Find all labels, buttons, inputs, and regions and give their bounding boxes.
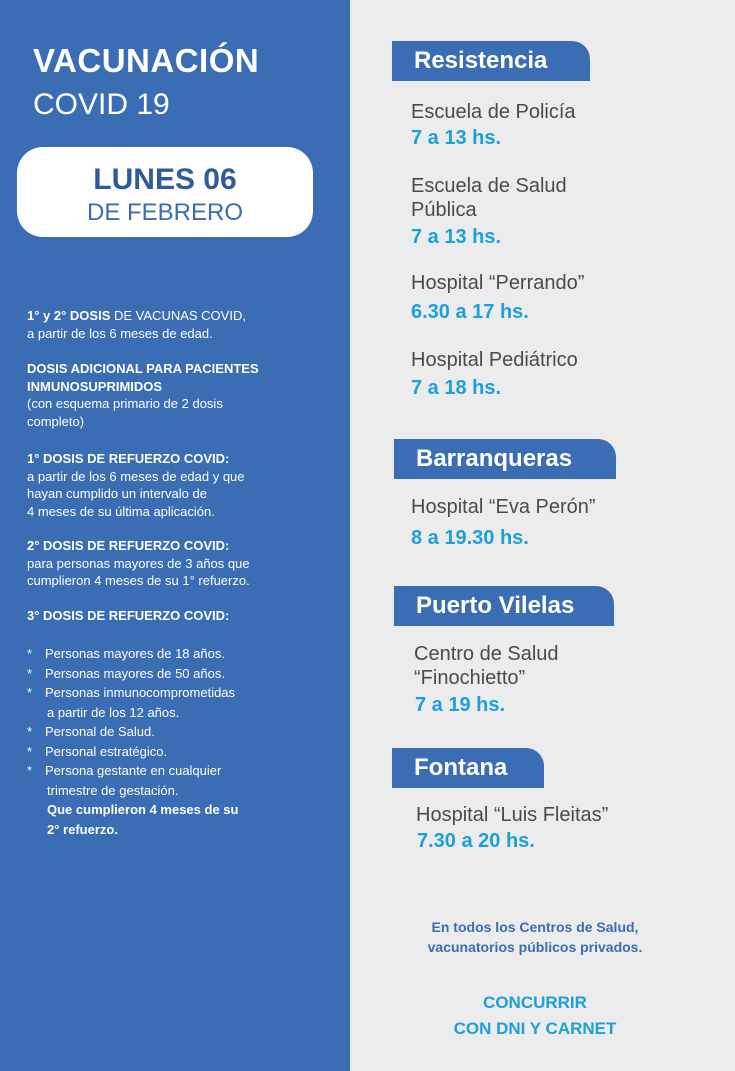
- info-line: cumplieron 4 meses de su 1° refuerzo.: [27, 573, 250, 588]
- place-line: “Finochietto”: [414, 667, 526, 689]
- info-block-refuerzo-3: [27, 607, 327, 625]
- page-subtitle: COVID 19: [33, 88, 170, 121]
- list-item: [27, 742, 327, 762]
- info-line: completo): [27, 413, 85, 429]
- list-item-continuation: [27, 703, 327, 723]
- hours-hospital-perrando: 6.30 a 17 hs.: [411, 301, 529, 323]
- info-bold: INMUNOSUPRIMIDOS: [27, 378, 163, 394]
- place-escuela-policia: Escuela de Policía: [411, 101, 576, 123]
- place-hospital-pediatrico: Hospital Pediátrico: [411, 349, 578, 371]
- location-tag-puerto-vilelas: Puerto Vilelas: [394, 586, 614, 626]
- list-footer: [27, 800, 327, 820]
- place-centro-finochietto: [414, 642, 559, 690]
- hours-escuela-salud: 7 a 13 hs.: [411, 226, 502, 248]
- hours-hospital-pediatrico: 7 a 18 hs.: [411, 377, 502, 399]
- info-title: [27, 537, 327, 555]
- list-item-continuation: [27, 781, 327, 801]
- hours-hospital-eva-peron: 8 a 19.30 hs.: [411, 527, 529, 549]
- date-month: DE FEBRERO: [86, 199, 244, 226]
- info-bold: 2° DOSIS DE REFUERZO COVID:: [27, 538, 230, 553]
- info-title: [27, 607, 327, 625]
- list-item-text: trimestre de gestación.: [47, 782, 179, 798]
- info-line: para personas mayores de 3 años que: [27, 555, 250, 571]
- list-item-text: Personas inmunocomprometidas: [45, 685, 236, 700]
- footer-cta-line: CONCURRIR: [483, 993, 587, 1012]
- info-bold: DOSIS ADICIONAL PARA PACIENTES: [27, 361, 259, 376]
- info-line: [27, 307, 327, 325]
- hours-centro-finochietto: 7 a 19 hs.: [415, 694, 506, 716]
- place-hospital-luis-fleitas: Hospital “Luis Fleitas”: [416, 804, 609, 826]
- info-title: [27, 450, 327, 468]
- location-tag-barranqueras: Barranqueras: [394, 439, 616, 479]
- hours-escuela-policia: 7 a 13 hs.: [411, 127, 502, 149]
- info-block-dosis-adicional: [27, 360, 327, 430]
- footer-note: [385, 917, 685, 957]
- bullet-icon: *: [27, 743, 33, 759]
- info-block-refuerzo-2: [27, 537, 327, 590]
- refuerzo-3-list: [27, 644, 327, 839]
- info-text: DE VACUNAS COVID,: [110, 308, 246, 323]
- list-item: [27, 761, 327, 781]
- list-item-text: Personal estratégico.: [45, 743, 168, 759]
- info-line: a partir de los 6 meses de edad y que: [27, 468, 245, 484]
- list-item: [27, 683, 327, 703]
- list-item-text: a partir de los 12 años.: [47, 704, 180, 720]
- footer-note-line: En todos los Centros de Salud,: [431, 919, 639, 935]
- bullet-icon: *: [27, 724, 33, 739]
- right-panel: [350, 0, 735, 1071]
- bullet-icon: *: [27, 685, 33, 700]
- bullet-icon: *: [27, 763, 33, 778]
- place-line: Escuela de Salud: [411, 175, 567, 197]
- footer-note-line: vacunatorios públicos privados.: [427, 939, 643, 955]
- info-line: a partir de los 6 meses de edad.: [27, 325, 213, 341]
- date-day: LUNES 06: [93, 163, 237, 196]
- place-escuela-salud: [411, 174, 567, 222]
- list-item: [27, 664, 327, 684]
- info-title: [27, 360, 327, 378]
- place-line: Centro de Salud: [414, 643, 559, 665]
- bullet-icon: *: [27, 646, 33, 661]
- info-block-refuerzo-1: [27, 450, 327, 520]
- list-item-text: Persona gestante en cualquier: [45, 763, 222, 778]
- info-line: 4 meses de su última aplicación.: [27, 503, 215, 519]
- list-footer-text: Que cumplieron 4 meses de su: [47, 802, 239, 817]
- list-item-text: Personas mayores de 18 años.: [45, 646, 225, 661]
- place-hospital-perrando: Hospital “Perrando”: [411, 272, 585, 294]
- list-item-text: Personal de Salud.: [45, 724, 155, 739]
- info-bold: 1° DOSIS DE REFUERZO COVID:: [27, 451, 230, 466]
- info-title: [27, 378, 327, 396]
- list-item: [27, 644, 327, 664]
- info-block-dosis-1-2: [27, 307, 327, 342]
- date-badge: [17, 147, 313, 237]
- location-tag-resistencia: Resistencia: [392, 41, 590, 81]
- info-line: (con esquema primario de 2 dosis: [27, 396, 223, 411]
- info-bold: 3° DOSIS DE REFUERZO COVID:: [27, 608, 230, 623]
- bullet-icon: *: [27, 665, 33, 681]
- location-tag-fontana: Fontana: [392, 748, 544, 788]
- place-hospital-eva-peron: Hospital “Eva Perón”: [411, 496, 596, 518]
- left-panel: [0, 0, 350, 1071]
- place-line: Pública: [411, 199, 477, 221]
- hours-hospital-luis-fleitas: 7.30 a 20 hs.: [417, 830, 535, 852]
- list-item-text: Personas mayores de 50 años.: [45, 665, 225, 681]
- page-title: VACUNACIÓN: [33, 42, 260, 79]
- info-line: hayan cumplido un intervalo de: [27, 486, 207, 501]
- footer-cta-line: CON DNI Y CARNET: [453, 1019, 617, 1038]
- info-bold: 1° y 2° DOSIS: [27, 308, 111, 323]
- list-footer: [27, 820, 327, 840]
- list-item: [27, 722, 327, 742]
- footer-cta: [385, 990, 685, 1042]
- list-footer-text: 2° refuerzo.: [47, 821, 118, 837]
